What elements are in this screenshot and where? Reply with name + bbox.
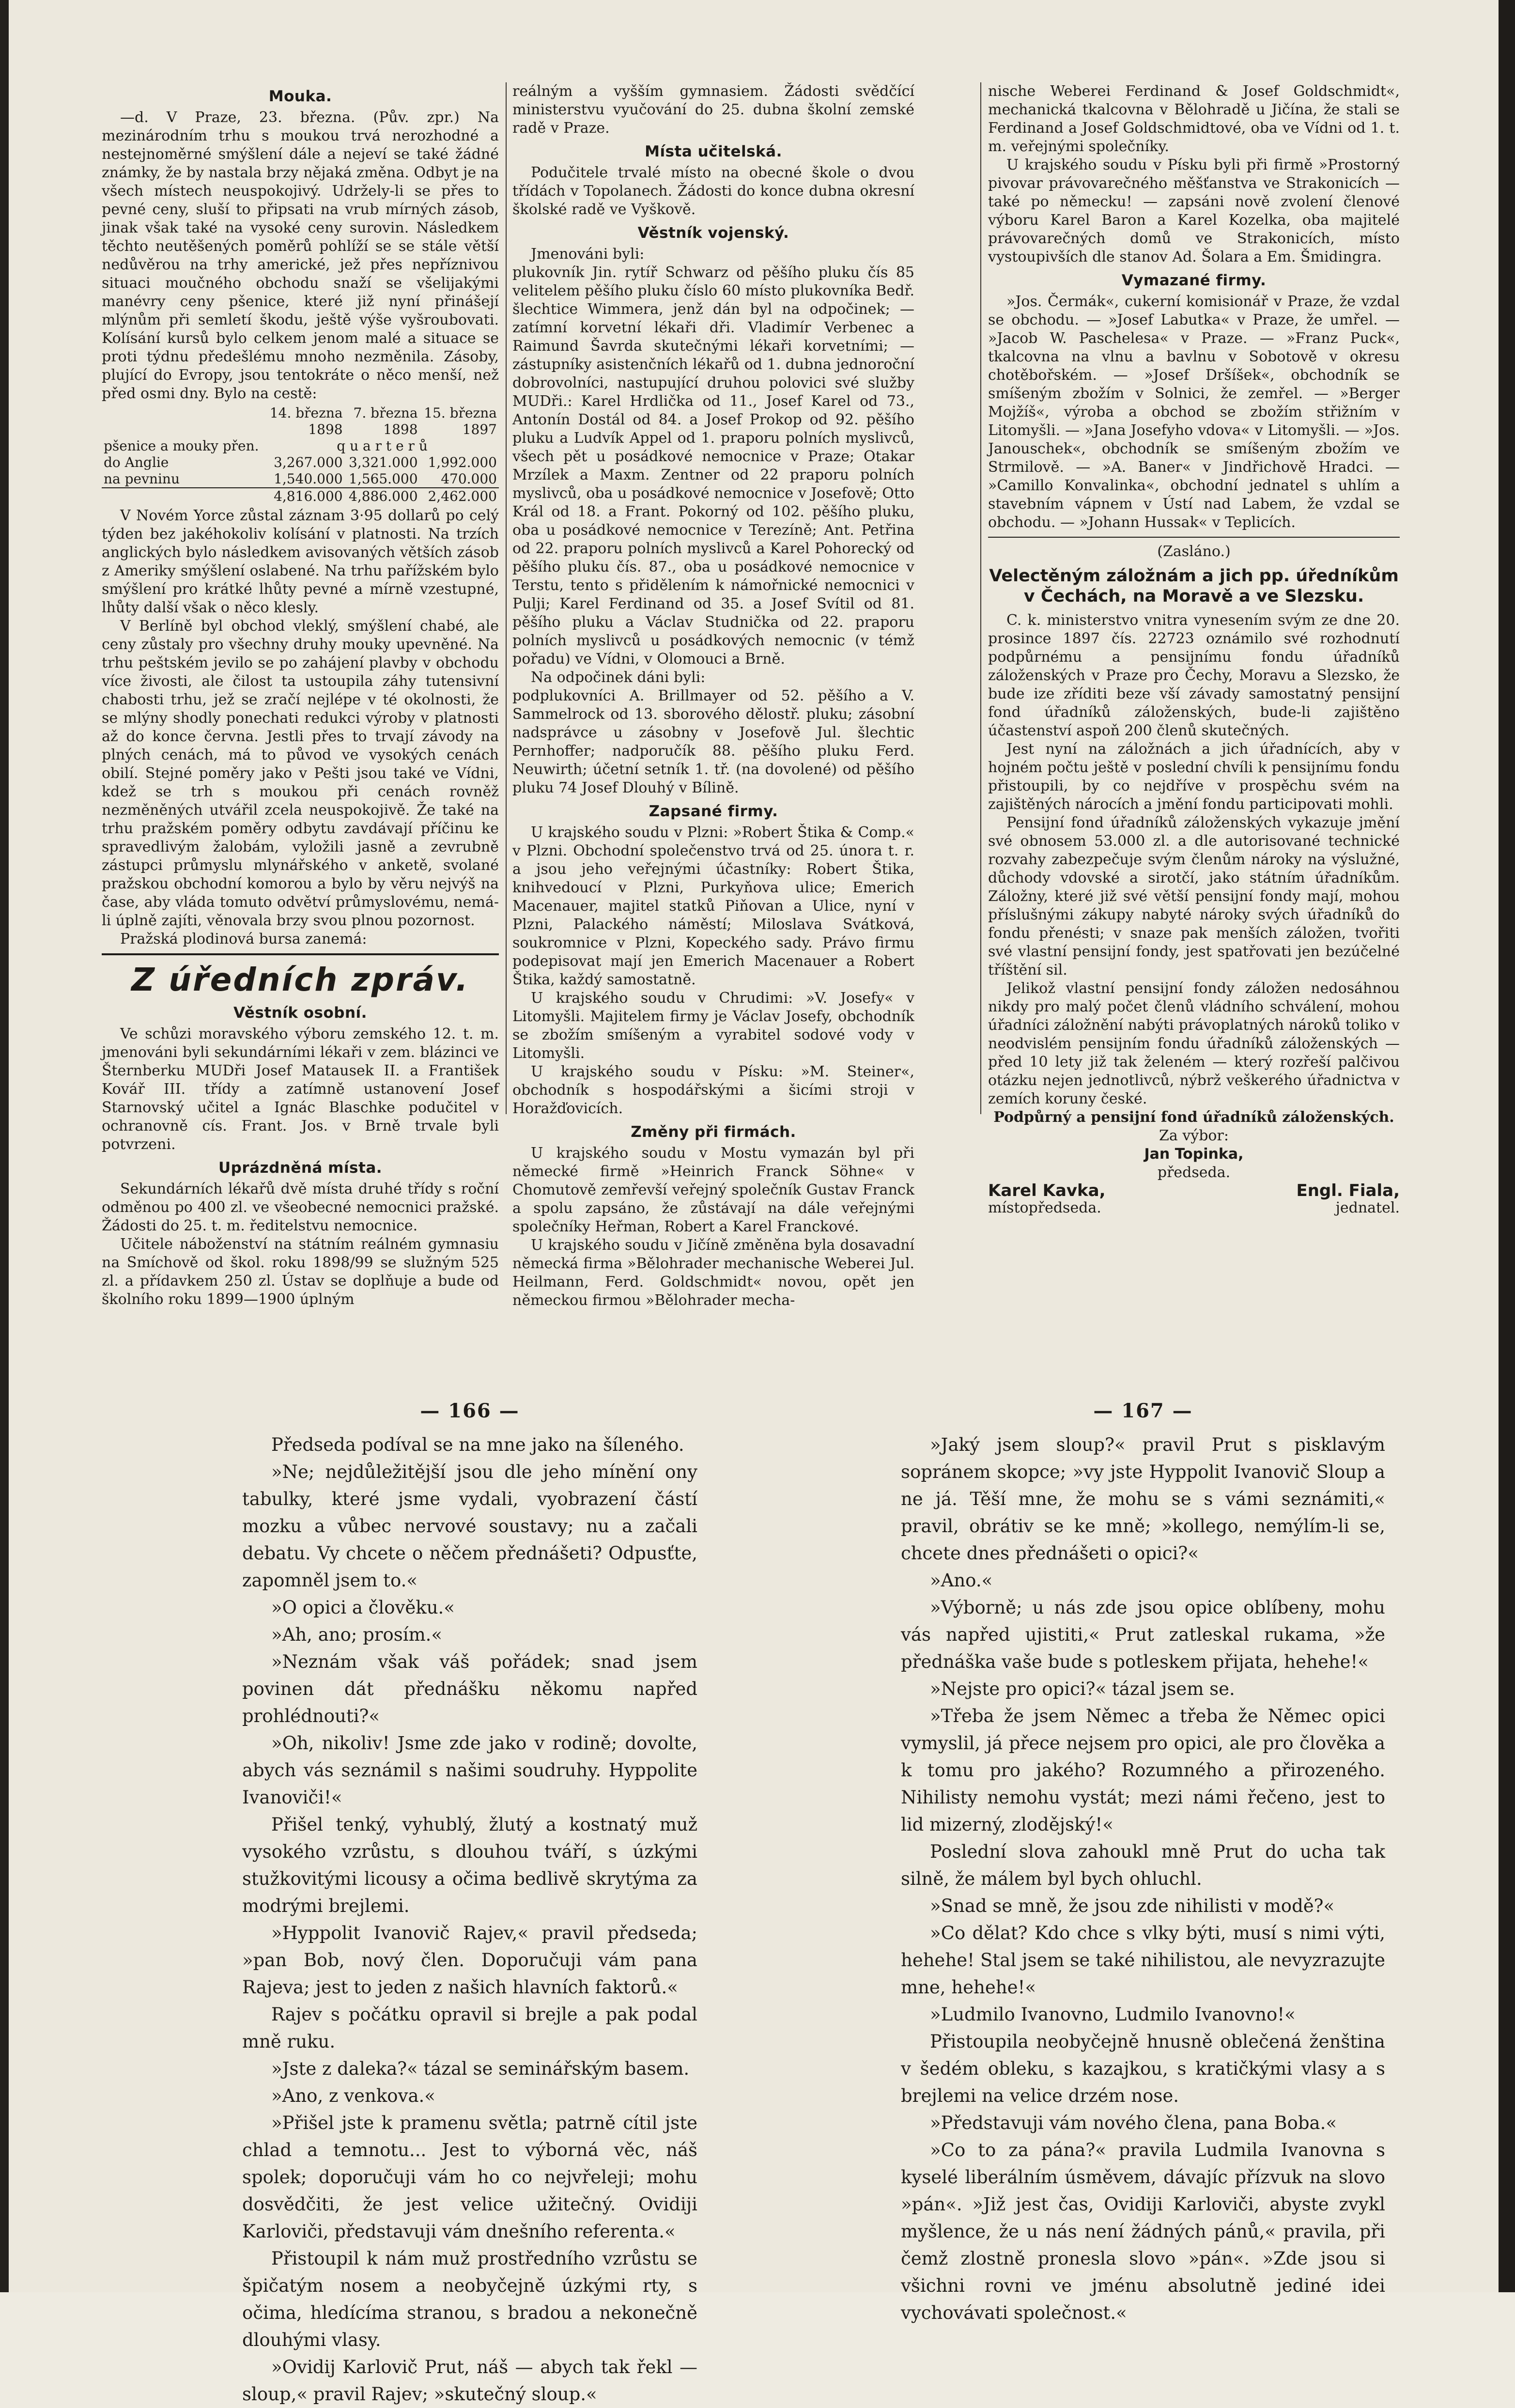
signature-role: jednatel. bbox=[1335, 1199, 1400, 1216]
paragraph: »Co to za pána?« pravila Ludmila Ivanovna s kyselé liberálním úsměvem, dávajíc přízvuk na slovo »pán«. »Již jest čas, Ovidiji Karloviči, abyste zvykl myšlence, že u nás není žádných pánů,« pravila, při čemž zlostně pronesla slovo »pán«. »Zde jsou si všichni rovni ve jménu absolutně jediné idei vychovávati společnost.« bbox=[901, 2140, 1385, 2323]
shipment-table bbox=[102, 405, 499, 505]
column-1 bbox=[102, 82, 499, 1309]
table-cell: 1,992.000 bbox=[428, 454, 497, 470]
table-header: 1897 bbox=[462, 421, 497, 437]
paragraph: Jmenováni byli: bbox=[531, 246, 645, 263]
paragraph: »Nejste pro opici?« tázal jsem se. bbox=[930, 1678, 1235, 1699]
paragraph: Ve schůzi moravského výboru zemského 12. t. m. jmenováni byli sekundárními lékaři v zem. blázinci ve Šternberku MUDři Josef Matausek II. a František Kovář III. třídy a zatímně ustanovení Josef Starnovský učitel a Ignác Blaschke podučitel v ochranovně cís. Frant. Jos. v Brně trvale byli potvrzeni. bbox=[102, 1025, 499, 1153]
divider bbox=[988, 537, 1400, 538]
column-3 bbox=[988, 82, 1400, 1217]
paragraph: »Představuji vám nového člena, pana Boba.« bbox=[930, 2113, 1337, 2133]
signature-name: Engl. Fiala, bbox=[1296, 1181, 1400, 1200]
signature-name: Karel Kavka, bbox=[988, 1181, 1106, 1200]
table-row bbox=[102, 471, 499, 488]
signature-row bbox=[988, 1199, 1400, 1217]
paragraph: U krajského soudu v Písku byli při firmě »Prostorný pivovar právovarečného měšťanstva ve Strakonicích — také po německu! — zapsáni nově zvolení členové výboru Karel Baron a Karel Kozelka, oba majitelé právovarečných domů ve Strakonicích, místo vystoupivších dle stanov Ad. Šolara a Em. Šmidingra. bbox=[988, 156, 1400, 265]
table-header: 14. března bbox=[269, 405, 343, 421]
paragraph: U krajského soudu v Mostu vymazán byl při německé firmě »Heinrich Franck Söhne« v Chomutově zemřevší veřejný společník Gustav Franck a spolu zapsáno, že zůstávají na dále veřejnými společníky Heřman, Robert a Karel Franckové. bbox=[512, 1145, 914, 1235]
paragraph: »Hyppolit Ivanovič Rajev,« pravil předseda; »pan Bob, nový člen. Doporučuji vám pana Rajeva; jest to jeden z našich hlavních faktorů.« bbox=[242, 1923, 697, 1998]
paragraph: »Snad se mně, že jsou zde nihilisti v modě?« bbox=[930, 1895, 1335, 1916]
paragraph: Jest nyní na záložnách a jich úřadnících, aby v hojném počtu ještě v poslední chvíli k pensijnímu fondu přistoupili, by co nejdříve v prospěchu svém na zajištěných nárocích a jmění fondu participovati mohli. bbox=[988, 741, 1400, 813]
table-header: 15. března bbox=[424, 405, 497, 421]
table-header: 1898 bbox=[308, 421, 343, 437]
paragraph: Předseda podíval se na mne jako na šíleného. bbox=[271, 1434, 684, 1455]
signature-role: místopředseda. bbox=[988, 1199, 1101, 1216]
paragraph: Jelikož vlastní pensijní fondy záložen nedosáhnou nikdy pro malý počet členů vládního schválení, mohou úřadníci záložnění nabýti právoplatných nároků toliko v neodvislém pensijním fondu úřadníků záloženských — před 10 lety již tak želeném — který rozřeší palčivou otázku nejen jednotlivců, nýbrž veškerého úřadnictva v zemích koruny české. bbox=[988, 980, 1400, 1107]
signature-role: předseda. bbox=[1157, 1164, 1231, 1181]
heading-vacancies: Uprázdněná místa. bbox=[218, 1159, 383, 1177]
table-row-label: pšenice a mouky přen. bbox=[104, 438, 259, 454]
paragraph: »Třeba že jsem Němec a třeba že Němec opici vymyslil, já přece nejsem pro opici, ale pro člověka a k tomu pro jakého? Rozumného a přirozeného. Nihilisty nemohu vystát; mezi námi řečeno, jest to lid mizerný, zlodějský!« bbox=[901, 1706, 1385, 1835]
signature-row bbox=[988, 1182, 1400, 1199]
heading-firm-changes: Změny při firmách. bbox=[631, 1123, 796, 1141]
paragraph: »Jste z daleka?« tázal se seminářským basem. bbox=[271, 2058, 690, 2079]
table-cell: 470.000 bbox=[441, 471, 497, 487]
heading-military-news: Věstník vojenský. bbox=[637, 224, 789, 242]
heading-teacher-posts: Místa učitelská. bbox=[645, 143, 782, 160]
table-row-label: do Anglie bbox=[104, 454, 169, 470]
table-header: 7. března bbox=[353, 405, 418, 421]
signature-fund: Podpůrný a pensijní fond úřadníků záloženských. bbox=[993, 1109, 1394, 1126]
table-cell: 3,321.000 bbox=[349, 454, 418, 470]
signature-line: Za výbor: bbox=[1159, 1127, 1229, 1144]
paragraph: Přistoupila neobyčejně hnusně oblečená ženština v šedém obleku, s kazajkou, s kratičkými vlasy a s brejlemi na velice drzém nose. bbox=[901, 2031, 1385, 2106]
section-title-official-news: Z úředních zpráv. bbox=[131, 961, 469, 998]
page-number: — 167 — bbox=[1093, 1399, 1193, 1422]
table-header: 1898 bbox=[383, 421, 418, 437]
paragraph: »Ano, z venkova.« bbox=[271, 2085, 435, 2106]
paragraph: »O opici a člověku.« bbox=[271, 1597, 455, 1618]
table-cell: 4,816.000 bbox=[265, 488, 344, 505]
paragraph: Učitele náboženství na státním reálném gymnasiu na Smíchově od škol. roku 1898/99 se služným 525 zl. a přídavkem 250 zl. Ústav se doplňuje a bude od školního roku 1899—1900 úplným bbox=[102, 1236, 499, 1308]
heading-registered-firms: Zapsané firmy. bbox=[649, 803, 778, 820]
divider bbox=[102, 953, 499, 955]
heading-open-letter: Velectěným záložnám a jich pp. úředníkům v Čechách, na Moravě a ve Slezsku. bbox=[989, 566, 1399, 606]
paragraph: Přistoupil k nám muž prostředního vzrůstu se špičatým nosem a neobyčejně úzkými rty, s očima, hledícíma stranou, s bradou a nekonečně dlouhými vlasy. bbox=[242, 2248, 697, 2350]
page-number: — 166 — bbox=[420, 1399, 520, 1422]
paragraph: »Přišel jste k pramenu světla; patrně cítil jste chlad a temnotu... Jest to výborná věc, náš spolek; doporučuji vám ho co nejvřeleji; mohu dosvědčiti, že jest velice užitečný. Ovidiji Karloviči, představuji vám dnešního referenta.« bbox=[242, 2113, 697, 2242]
paragraph: Přišel tenký, vyhublý, žlutý a kostnatý muž vysokého vzrůstu, s dlouhou tváří, s úzkými stužkovitými licousy a očima bedlivě skrytýma za modrými brejlemi. bbox=[242, 1814, 697, 1916]
paragraph: C. k. ministerstvo vnitra vynesením svým ze dne 20. prosince 1897 čís. 22723 oznámilo své rozhodnutí podpůrnému a pensijnímu fondu úřadníků záloženských v Praze pro Čechy, Moravu a Slezsko, že bude ize zříditi beze vší závady samostatný pensijní fond úřadníků záloženských, bude-li zajištěno účastenství aspoň 200 členů skutečných. bbox=[988, 612, 1400, 739]
paragraph: plukovník Jin. rytíř Schwarz od pěšího pluku čís 85 velitelem pěšího pluku číslo 60 místo plukovníka Bedř. šlechtice Wimmera, jenž dán byl na odpočinek; — zatímní korvetní lékaři dři. Vladimír Verbenec a Raimund Šavrda skutečnými lékaři korvetními; — zástupníky asistenčních lékařů od 1. dubna jednoroční dobrovolníci, nastupující druhou polovici své služby MUDři.: Karel Hrdlička od 11., Josef Karel od 73., Antonín Dostál od 84. a Josef Prokop od 92. pěšího pluku a Ludvík Appel od 1. praporu polních myslivců, všech pět u posádkové nemocnice v Praze; Otakar Mrzílek a Maxm. Zentner od 22 praporu polních myslivců, oba u posádkové nemocnice v Josefově; Otto Král od 18. a Frant. Pokorný od 102. pěšího pluku, oba u posádkové nemocnice v Terezíně; Ant. Petřina od 22. praporu polních myslivců a Karel Pohorecký od pěšího pluku čís. 87., oba u posádkové nemocnice v Terstu, tento s přidělením k námořnické nemocnici v Pulji; Karel Ferdinand od 35. a Josef Svítil od 81. pěšího pluku a Václav Studnička od 22. praporu polních myslivců u posádkových nemocnic (v témž pořadu) ve Vídni, v Olomouci a Brně. bbox=[512, 264, 914, 668]
paragraph: U krajského soudu v Chrudimi: »V. Josefy« v Litomyšli. Majitelem firmy je Václav Josefy, obchodník se zbožím smíšeným a vyrabitel sodové vody v Litomyšli. bbox=[512, 990, 914, 1062]
paragraph: Na odpočinek dáni byli: bbox=[531, 669, 706, 686]
book-page-right bbox=[901, 1399, 1385, 2327]
table-cell: 1,565.000 bbox=[349, 471, 418, 487]
table-row bbox=[102, 454, 499, 471]
paragraph: »Oh, nikoliv! Jsme zde jako v rodině; dovolte, abych vás seznámil s našimi soudruhy. Hyppolite Ivanoviči!« bbox=[242, 1733, 697, 1808]
heading-personal-news: Věstník osobní. bbox=[233, 1004, 367, 1022]
paragraph: »Jos. Čermák«, cukerní komisionář v Praze, že vzdal se obchodu. — »Josef Labutka« v Praze, že umřel. — »Jacob W. Paschelesa« v Praze. — »Franz Puck«, tkalcovna na vlnu a bavlnu v Sobotově v okresu chotěbořském. — »Josef Dršíšek«, obchodník se smíšeným zbožím v Solnici, že zemřel. — »Berger Mojžíš«, výroba a obchod se zbožím střižním v Litomyšli. — »Jana Josefyho vdova« v Litomyšli. — »Jos. Janouschek«, obchodník se smíšeným zbožím ve Strmilově. — »A. Baner« v Jindřichově Hradci. — »Camillo Konvalinka«, obchodní jednatel s uhlím a stavebním vápnem v Ústí nad Labem, že vzdal se obchodu. — »Johann Hussak« v Teplicích. bbox=[988, 293, 1400, 531]
paragraph: Pensijní fond úřadníků záloženských vykazuje jmění své obnosem 53.000 zl. a dle autorisované technické rozvahy zabezpečuje svým členům nároky na výslužné, důchody vdovské a sirotčí, jako státním úřadníkům. Záložny, které již své větší pensijní fondy mají, mohou příslušnými zákupy nabyté nároky svých úřadníků do fondu přenésti; v snaze pak menších záložen, tvořiti své vlastní pensijní fondy, jest spatřovati jen bezúčelné tříštění sil. bbox=[988, 814, 1400, 979]
sent-in-label: (Zasláno.) bbox=[1157, 543, 1231, 560]
paragraph: »Výborně; u nás zde jsou opice oblíbeny, mohu vás napřed ujistiti,« Prut zatleskal rukama, »že přednáška vaše bude s potleskem přijata, hehehe!« bbox=[901, 1597, 1385, 1672]
table-cell: 2,462.000 bbox=[420, 488, 499, 505]
table-cell: 4,886.000 bbox=[345, 488, 420, 505]
paragraph: »Ano.« bbox=[930, 1570, 993, 1591]
table-sum-row bbox=[102, 488, 499, 505]
paragraph: »Ah, ano; prosím.« bbox=[271, 1624, 443, 1645]
paragraph: V Berlíně byl obchod vleklý, smýšlení chabé, ale ceny zůstaly pro všechny druhy mouky upevněné. Na trhu peštském jevilo se po zahájení plavby v obchodu více živosti, ale čilost ta ustoupila záhy tutensivní chabosti trhu, jež se zračí nejlépe v té okolnosti, že se mlýny shodly ponechati redukci výroby v platnosti až do konce června. Jestli přes to trvají závody na plných cenách, má to původ ve vysokých cenách obilí. Stejné poměry jako v Pešti jsou také ve Vídni, kdež se trh s moukou při cenách rovněž nezměněných utvářil zcela neuspokojivě. Že také na trhu pražském poměry odbytu zavdávají příčinu ke spravedlivým žalobám, vyložili jasně a zevrubně zástupci průmyslu mlynářského v anketě, svolané pražskou obchodní komorou a bylo by věru nejvýš na čase, aby vláda tomuto odvětví průmyslovému, nemá-li úplně zajíti, věnovala brzy svou plnou pozornost. bbox=[102, 618, 499, 929]
heading-deleted-firms: Vymazané firmy. bbox=[1121, 272, 1267, 289]
paragraph: »Ludmilo Ivanovno, Ludmilo Ivanovno!« bbox=[930, 2004, 1296, 2025]
paragraph: U krajského soudu v Písku: »M. Steiner«, obchodník s hospodářskými a šicími stroji v Horažďovicích. bbox=[512, 1063, 914, 1117]
table-row-label: na pevninu bbox=[104, 471, 180, 487]
paragraph: U krajského soudu v Jičíně změněna byla dosavadní německá firma »Bělohrader mechanische Weberei Jul. Heilmann, Ferd. Goldschmidt« novou, opět jen německou firmou »Bělohrader mecha- bbox=[512, 1237, 914, 1309]
paragraph: Pražská plodinová bursa zanemá: bbox=[120, 931, 367, 948]
paragraph: reálným a vyšším gymnasiem. Žádosti svědčící ministerstvu vyučování do 25. dubna školní zemské radě v Praze. bbox=[512, 83, 914, 137]
table-cell: 3,267.000 bbox=[274, 454, 343, 470]
paragraph: Rajev s počátku opravil si brejle a pak podal mně ruku. bbox=[242, 2004, 697, 2052]
table-unit: q u a r t e r ů bbox=[337, 438, 428, 454]
column-2 bbox=[512, 82, 914, 1310]
paragraph: Sekundárních lékařů dvě místa druhé třídy s roční odměnou po 400 zl. ve všeobecné nemocnici pražské. Žádosti do 25. t. m. ředitelstvu nemocnice. bbox=[102, 1181, 499, 1234]
paragraph: »Ovidij Karlovič Prut, náš — abych tak řekl — sloup,« pravil Rajev; »skutečný sloup.« bbox=[242, 2357, 697, 2405]
column-divider bbox=[506, 82, 507, 1114]
paragraph: podplukovníci A. Brillmayer od 52. pěšího a V. Sammelrock od 13. sborového dělostř. pluku; zásobní nadsprávce u zásobny v Josefově Jul. šlechtic Pernhoffer; nadporučík 88. pěšího pluku Ferd. Neuwirth; účetní setník 1. tř. (na dovolené) od pěšího pluku 74 Josef Dlouhý v Bílině. bbox=[512, 687, 914, 796]
paragraph: Poslední slova zahoukl mně Prut do ucha tak silně, že málem byl bych ohluchl. bbox=[901, 1841, 1385, 1889]
signature-name: Jan Topinka, bbox=[1144, 1146, 1244, 1163]
paragraph: »Co dělat? Kdo chce s vlky býti, musí s nimi výti, hehehe! Stal jsem se také nihilistou, ale nevyzrazujte mne, hehehe!« bbox=[901, 1923, 1385, 1998]
paragraph: —d. V Praze, 23. března. (Pův. zpr.) Na mezinárodním trhu s moukou trvá nerozhodné a nestejnoměrné smýšlení dále a nejeví se také žádné známky, že by nastala brzy nějaká změna. Odbyt je na všech místech neuspokojivý. Udržely-li se přes to pevné ceny, sluší to připsati na vrub mírných zásob, jinak však také na vysoké ceny surovin. Následkem těchto neutěšených poměrů pohlíží se se stále větší nedůvěrou na trhy americké, jež přes nepříznivou situaci moučného obchodu snaží se všelijakými manévry ceny pšenice, které již nyní přinášejí mlýnům při semletí škodu, ještě výše vyšroubovati. Kolísání kursů bylo celkem jenom malé a situace se proti týdnu předešlému mnoho nezměnila. Zásoby, plující do Evropy, jsou tentokráte o něco menší, než před osmi dny. Bylo na cestě: bbox=[102, 109, 499, 402]
heading-mouka: Mouka. bbox=[268, 88, 332, 105]
column-divider bbox=[980, 82, 981, 1114]
paragraph: nische Weberei Ferdinand & Josef Goldschmidt«, mechanická tkalcovna v Bělohradě u Jičína, že stali se Ferdinand a Josef Goldschmidtové, oba ve Vídni od 1. t. m. veřejnými společníky. bbox=[988, 83, 1400, 155]
paragraph: V Novém Yorce zůstal záznam 3·95 dollarů po celý týden bez jakéhokoliv kolísání v platnosti. Na trzích anglických bylo následkem avisovaných větších zásob z Ameriky smýšlení oslabené. Na trhu pařížském bylo smýšlení pro krátké lhůty pevné a mírně vzestupné, lhůty další však o něco klesly. bbox=[102, 507, 499, 616]
paragraph: U krajského soudu v Plzni: »Robert Štika & Comp.« v Plzni. Obchodní společenstvo trvá od 25. února t. r. a jsou jeho veřejnými účastníky: Robert Štika, knihvedoucí v Plzni, Purkyňova ulice; Emerich Macenauer, majitel statků Piňovan a Ulice, nyní v Plzni, Palackého náměstí; Miloslava Svátková, soukromnice v Plzni, Kopeckého sady. Právo firmu podepisovat mají jen Emerich Macenauer a Robert Štika, každý samostatně. bbox=[512, 824, 914, 988]
paragraph: Podučitele trvalé místo na obecné škole o dvou třídách v Topolanech. Žádosti do konce dubna okresní školské radě ve Vyškově. bbox=[512, 164, 914, 218]
paragraph: »Neznám však váš pořádek; snad jsem povinen dát přednášku někomu napřed prohlédnouti?« bbox=[242, 1651, 697, 1726]
paragraph: »Jaký jsem sloup?« pravil Prut s pisklavým sopránem skopce; »vy jste Hyppolit Ivanovič Sloup a ne já. Těší mne, že mohu se s vámi seznámiti,« pravil, obrátiv se ke mně; »kollego, nemýlím-li se, chcete dnes přednášeti o opici?« bbox=[901, 1434, 1385, 1564]
table-cell: 1,540.000 bbox=[274, 471, 343, 487]
paragraph: »Ne; nejdůležitější jsou dle jeho mínění ony tabulky, které jsme vydali, vyobrazení částí mozku a vůbec nervové soustavy; nu a začali debatu. Vy chcete o něčem přednášeti? Odpusťte, zapomněl jsem to.« bbox=[242, 1461, 697, 1591]
book-page-left bbox=[242, 1399, 697, 2408]
